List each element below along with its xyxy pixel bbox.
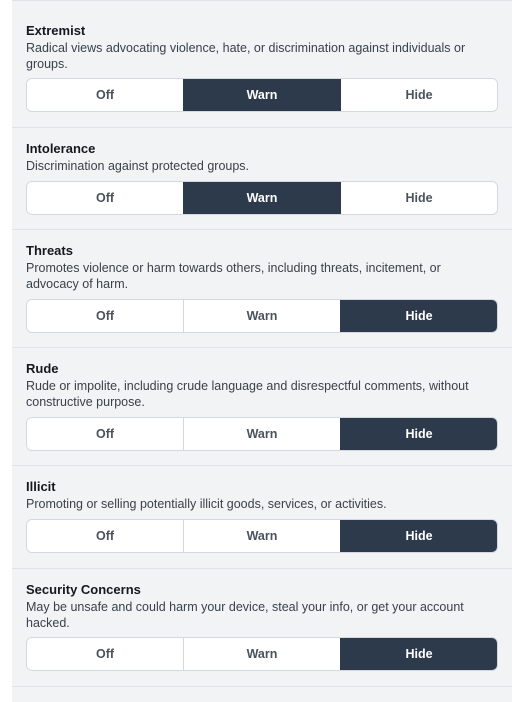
section-title: Security Concerns [26,582,141,597]
section-description: Discrimination against protected groups. [26,159,250,173]
warn-option-button[interactable]: Warn [183,638,340,670]
off-option-button[interactable]: Off [27,638,183,670]
setting-section-extremist [12,10,512,128]
moderation-settings-panel [12,0,512,702]
visibility-segmented-control [26,637,498,671]
off-option-button[interactable]: Off [27,418,183,450]
section-title: Intolerance [26,141,96,156]
section-title: Illicit [26,479,56,494]
hide-option-button[interactable]: Hide [340,638,497,670]
setting-section-illicit [12,466,512,569]
section-title: Rude [26,361,59,376]
hide-option-button[interactable]: Hide [340,418,497,450]
visibility-segmented-control [26,299,498,333]
section-description: May be unsafe and could harm your device, steal your info, or get your account hacked. [26,600,464,630]
section-description: Promotes violence or harm towards others, including threats, incitement, or advocacy of harm. [26,261,441,291]
warn-option-button[interactable]: Warn [183,418,340,450]
warn-option-button[interactable]: Warn [183,182,340,214]
setting-section-intolerance [12,128,512,230]
section-description: Rude or impolite, including crude language and disrespectful comments, without constructive purpose. [26,379,469,409]
warn-option-button[interactable]: Warn [183,300,340,332]
hide-option-button[interactable]: Hide [340,182,497,214]
section-description: Radical views advocating violence, hate, or discrimination against individuals or groups. [26,41,466,71]
setting-section-security-concerns [12,569,512,687]
hide-option-button[interactable]: Hide [340,79,497,111]
visibility-segmented-control [26,181,498,215]
off-option-button[interactable]: Off [27,182,183,214]
hide-option-button[interactable]: Hide [340,520,497,552]
warn-option-button[interactable]: Warn [183,79,340,111]
off-option-button[interactable]: Off [27,520,183,552]
off-option-button[interactable]: Off [27,79,183,111]
setting-section-rude [12,348,512,466]
section-title: Extremist [26,23,86,38]
section-title: Threats [26,243,73,258]
setting-section-threats [12,230,512,348]
hide-option-button[interactable]: Hide [340,300,497,332]
visibility-segmented-control [26,417,498,451]
visibility-segmented-control [26,519,498,553]
visibility-segmented-control [26,78,498,112]
section-description: Promoting or selling potentially illicit goods, services, or activities. [26,497,387,511]
off-option-button[interactable]: Off [27,300,183,332]
warn-option-button[interactable]: Warn [183,520,340,552]
